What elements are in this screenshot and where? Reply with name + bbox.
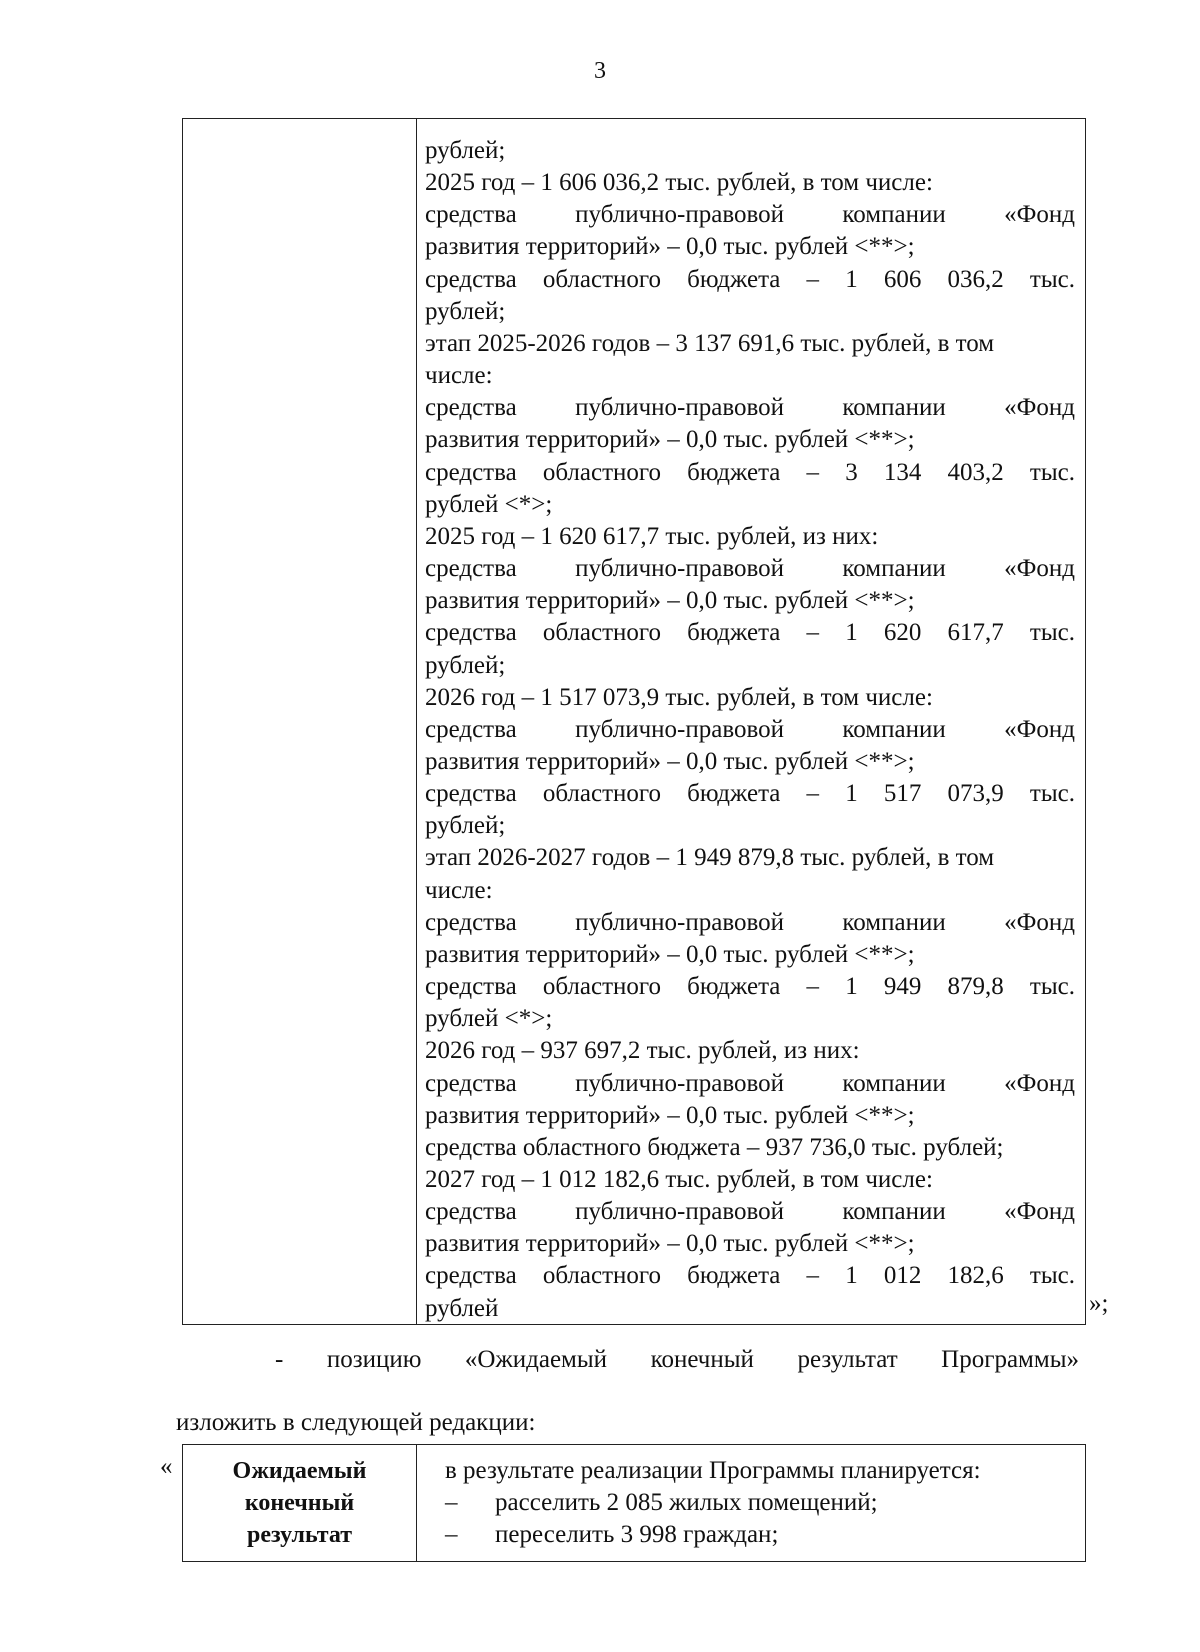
- financing-line: числе:: [425, 876, 493, 904]
- financing-line: 2025 год – 1 620 617,7 тыс. рублей, из них:: [425, 522, 879, 550]
- financing-line: средства публично-правовой компании «Фонд: [425, 201, 1075, 229]
- result-heading-line: конечный: [244, 1490, 355, 1516]
- dash-marker: –: [445, 1521, 458, 1548]
- financing-text-cell: [425, 135, 1075, 1325]
- financing-line: средства публично-правовой компании «Фонд: [425, 1198, 1075, 1226]
- financing-line: развития территорий» – 0,0 тыс. рублей <**>;: [425, 233, 915, 261]
- column-divider: [416, 119, 417, 1324]
- instruction-line-2: изложить в следующей редакции:: [176, 1409, 536, 1436]
- financing-line: рублей;: [425, 651, 506, 679]
- financing-line: развития территорий» – 0,0 тыс. рублей <**>;: [425, 426, 915, 454]
- financing-line: развития территорий» – 0,0 тыс. рублей <**>;: [425, 940, 915, 968]
- result-intro: в результате реализации Программы планируется:: [445, 1457, 981, 1484]
- financing-line: средства областного бюджета – 1 949 879,8 тыс.: [425, 973, 1075, 1001]
- financing-line: средства областного бюджета – 1 620 617,7 тыс.: [425, 619, 1075, 647]
- financing-line: числе:: [425, 362, 493, 390]
- financing-line: 2027 год – 1 012 182,6 тыс. рублей, в том числе:: [425, 1166, 933, 1193]
- financing-line: развития территорий» – 0,0 тыс. рублей <**>;: [425, 747, 915, 775]
- result-table: [182, 1444, 1086, 1562]
- instruction-line-1: - позицию «Ожидаемый конечный результат Программы»: [275, 1346, 1079, 1373]
- financing-line: развития территорий» – 0,0 тыс. рублей <**>;: [425, 1230, 915, 1258]
- financing-line: развития территорий» – 0,0 тыс. рублей <**>;: [425, 1101, 915, 1129]
- result-heading-line: Ожидаемый: [232, 1458, 367, 1484]
- financing-line: развития территорий» – 0,0 тыс. рублей <**>;: [425, 587, 915, 615]
- result-content: [445, 1455, 1075, 1551]
- financing-line: средства областного бюджета – 937 736,0 тыс. рублей;: [425, 1133, 1004, 1161]
- column-divider: [416, 1445, 417, 1561]
- financing-line: средства публично-правовой компании «Фонд: [425, 1069, 1075, 1097]
- financing-line: средства областного бюджета – 3 134 403,2 тыс.: [425, 458, 1075, 486]
- financing-line: средства областного бюджета – 1 517 073,9 тыс.: [425, 780, 1075, 808]
- financing-line: рублей <*>;: [425, 490, 553, 518]
- financing-line: средства публично-правовой компании «Фонд: [425, 908, 1075, 936]
- financing-line: этап 2025-2026 годов – 3 137 691,6 тыс. рублей, в том: [425, 329, 995, 357]
- closing-quote: »;: [1089, 1290, 1109, 1317]
- financing-line: средства областного бюджета – 1 012 182,6 тыс.: [425, 1262, 1075, 1290]
- financing-line: 2026 год – 937 697,2 тыс. рублей, из них:: [425, 1037, 860, 1065]
- financing-line: 2026 год – 1 517 073,9 тыс. рублей, в том числе:: [425, 683, 933, 711]
- result-item: [445, 1519, 1075, 1551]
- financing-line: 2025 год – 1 606 036,2 тыс. рублей, в том числе:: [425, 169, 933, 197]
- result-item-text: переселить 3 998 граждан;: [495, 1521, 779, 1548]
- result-heading: [183, 1455, 416, 1551]
- financing-line: средства публично-правовой компании «Фонд: [425, 715, 1075, 743]
- opening-quote: «: [160, 1453, 173, 1480]
- financing-line: этап 2026-2027 годов – 1 949 879,8 тыс. рублей, в том: [425, 844, 995, 872]
- financing-line: рублей;: [425, 812, 506, 840]
- financing-line: рублей: [425, 1294, 499, 1322]
- page-number: 3: [594, 58, 606, 84]
- financing-line: средства областного бюджета – 1 606 036,2 тыс.: [425, 265, 1075, 293]
- financing-table: [182, 118, 1086, 1325]
- result-item: [445, 1487, 1075, 1519]
- financing-line: рублей;: [425, 297, 506, 325]
- financing-line: средства публично-правовой компании «Фонд: [425, 555, 1075, 583]
- result-item-text: расселить 2 085 жилых помещений;: [495, 1489, 878, 1516]
- financing-line: средства публично-правовой компании «Фонд: [425, 394, 1075, 422]
- result-heading-line: результат: [246, 1522, 353, 1548]
- financing-line: рублей <*>;: [425, 1005, 553, 1033]
- dash-marker: –: [445, 1489, 458, 1516]
- financing-line: рублей;: [425, 137, 506, 164]
